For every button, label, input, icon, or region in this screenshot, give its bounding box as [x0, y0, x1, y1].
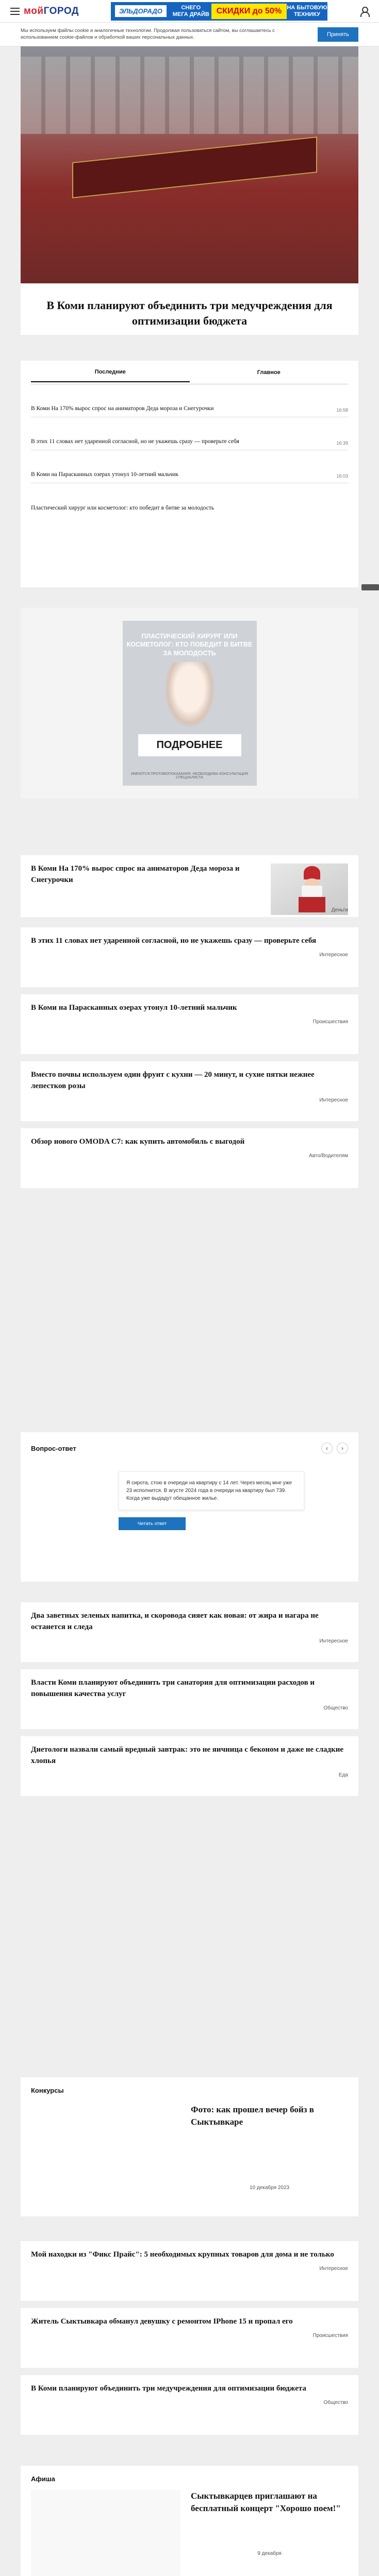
site-header	[0, 0, 379, 23]
site-logo[interactable]	[24, 6, 79, 17]
card-title: В Коми на Парасканных озерах утонул 10-летний мальчик	[31, 1004, 237, 1012]
card-title: Житель Сыктывкара обманул девушку с ремонтом IPhone 15 и пропал его	[31, 2317, 293, 2326]
ad-category: НА БЫТОВУЮ ТЕХНИКУ	[287, 5, 327, 18]
logo-main: ГОРОД	[43, 5, 79, 16]
card-title: Власти Коми планируют объединить три санатория для оптимизации расходов и повышения качества услуг	[31, 1679, 315, 1698]
card-tag: Происшествия	[312, 1019, 348, 1025]
contests-block	[21, 2077, 358, 2216]
qa-read-answer-button[interactable]: Читать ответ	[119, 1517, 186, 1530]
qa-block	[21, 1432, 358, 1582]
news-tabs-block	[21, 361, 358, 587]
card-tag: Интересное	[319, 1638, 348, 1644]
card-title: В Коми На 170% вырос спрос на аниматоров Деда мороза и Снегурочки	[31, 865, 240, 884]
card-tag: Интересное	[319, 952, 348, 958]
news-card[interactable]	[21, 2375, 358, 2435]
news-list-item[interactable]	[31, 483, 348, 516]
news-card[interactable]	[21, 927, 358, 987]
contest-title[interactable]: Фото: как прошел вечер бойз в Сыктывкаре	[191, 2105, 314, 2127]
card-tag: Интересное	[319, 2265, 348, 2272]
card-tag: Происшествия	[312, 2332, 348, 2338]
hero-title[interactable]: В Коми планируют объединить три медучреждения для оптимизации бюджета	[46, 299, 333, 327]
card-tag: Еда	[338, 1772, 348, 1778]
qa-question: Я сирота, стою в очереди на квартиру с 14 лет. Через месяц мне уже 23 исполнится. В агусте 2024 года в очереди на квартиру был 739. Когда уже выдадут обещанное жилье.	[119, 1471, 304, 1510]
news-card[interactable]	[21, 2241, 358, 2301]
qa-title: Вопрос-ответ	[31, 1444, 76, 1452]
news-list-item[interactable]	[31, 450, 348, 483]
news-list-item[interactable]	[31, 384, 348, 417]
ad-brand: ЭЛЬДОРАДО	[115, 5, 167, 17]
scroll-up-tab[interactable]	[361, 584, 379, 590]
cookie-text: Мы используем файлы cookie и аналогичные технологии. Продолжая пользоваться сайтом, вы соглашаетесь с использованием cookie-файлов и обработкой ваших персональных данных.	[21, 27, 275, 40]
card-title: Мой находки из "Фикс Прайс": 5 необходимых крупных товаров для дома и не только	[31, 2250, 334, 2259]
news-card[interactable]	[21, 2308, 358, 2368]
tab-main[interactable]: Главное	[257, 369, 281, 376]
news-card[interactable]	[21, 1736, 358, 1796]
poster-title[interactable]: Сыктывкарцев приглашают на бесплатный концерт "Хорошо поем!"	[191, 2491, 341, 2513]
arrow-right-icon[interactable]: ›	[337, 1443, 348, 1454]
news-title: В Коми На 170% вырос спрос на аниматоров Деда мороза и Снегурочки	[31, 405, 214, 412]
news-title: Пластический хирург или косметолог: кто победит в битве за молодость	[31, 504, 215, 511]
card-title: Два заветных зеленых напитка, и скоровода сияет как новая: от жира и нагара не останется и следа	[31, 1612, 319, 1631]
ad-promo-line1: СНЕГО	[181, 5, 201, 11]
card-title: В Коми планируют объединить три медучреждения для оптимизации бюджета	[31, 2384, 306, 2393]
news-card[interactable]	[21, 1602, 358, 1662]
poster-date: 9 декабря	[257, 2550, 282, 2556]
card-tag: Общество	[323, 1705, 348, 1711]
card-title: В этих 11 словах нет ударенной согласной, но не укажешь сразу — проверьте себя	[31, 937, 317, 945]
ad-discount: СКИДКИ до 50%	[211, 4, 287, 19]
ad-slot	[21, 608, 358, 799]
news-time: 16:03	[336, 473, 348, 479]
card-tag: Интересное	[319, 1097, 348, 1103]
arrow-left-icon[interactable]: ‹	[321, 1443, 333, 1454]
plastic-surgery-ad[interactable]	[123, 621, 257, 786]
hero-photo	[21, 46, 358, 283]
contests-label: Конкурсы	[31, 2087, 64, 2094]
user-icon[interactable]	[359, 7, 369, 16]
poster-label: Афиша	[31, 2475, 55, 2483]
ad-promo-line2: МЕГА ДРАЙВ	[172, 11, 209, 18]
news-time: 16:58	[336, 408, 348, 413]
card-title: Обзор нового OMODA C7: как купить автомобиль с выгодой	[31, 1138, 245, 1146]
logo-prefix: мой	[24, 5, 44, 16]
news-card[interactable]	[21, 994, 358, 1054]
news-time: 16:39	[336, 440, 348, 446]
header-ad-banner[interactable]	[111, 2, 327, 21]
news-title: В этих 11 словах нет ударенной согласной, но не укажешь сразу — проверьте себя	[31, 438, 239, 445]
ad-disclaimer: ИМЕЮТСЯ ПРОТИВОПОКАЗАНИЯ. НЕОБХОДИМА КОНСУЛЬТАЦИЯ СПЕЦИАЛИСТА	[130, 772, 249, 779]
card-tag: Деньги	[331, 907, 348, 913]
menu-icon[interactable]	[10, 8, 20, 15]
news-card[interactable]	[21, 855, 358, 917]
contest-image[interactable]	[31, 2104, 180, 2207]
poster-block	[21, 2466, 358, 2576]
card-title: Диетологи назвали самый вредный завтрак: это не яичница с беконом и даже не сладкие хлопья	[31, 1745, 344, 1765]
hero-article[interactable]	[21, 46, 358, 335]
card-tag: Общество	[323, 2399, 348, 2405]
card-title: Вместо почвы используем один фруит с кухни — 20 минут, и сухие пятки нежнее лепестков розы	[31, 1071, 315, 1090]
ad-more-button[interactable]: ПОДРОБНЕЕ	[138, 734, 241, 756]
ad-headline: ПЛАСТИЧЕСКИЙ ХИРУРГ ИЛИ КОСМЕТОЛОГ: КТО ПОБЕДИТ В БИТВЕ ЗА МОЛОДОСТЬ	[126, 633, 253, 657]
ad-hand-image	[164, 662, 216, 729]
card-tag: Авто/Водителям	[309, 1153, 348, 1159]
news-list-item[interactable]	[31, 417, 348, 450]
cookie-accept-button[interactable]: Принять	[318, 27, 358, 42]
news-card[interactable]	[21, 1061, 358, 1121]
cookie-notice	[0, 23, 379, 46]
news-card[interactable]	[21, 1669, 358, 1729]
contest-date: 10 декабря 2023	[249, 2184, 290, 2191]
ad-promo	[171, 5, 211, 17]
tab-latest[interactable]: Последние	[31, 363, 190, 382]
news-card[interactable]	[21, 1128, 358, 1188]
poster-image[interactable]	[31, 2490, 180, 2576]
news-title: В Коми на Парасканных озерах утонул 10-летний мальчик	[31, 471, 178, 478]
